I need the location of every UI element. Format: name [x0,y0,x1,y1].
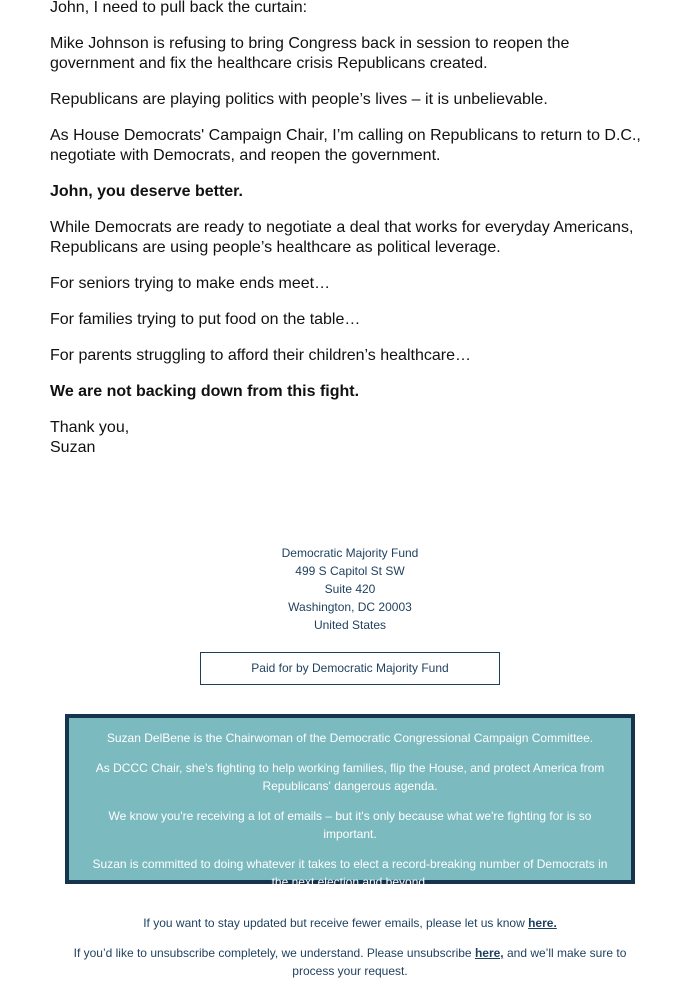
unsubscribe-section [0,914,700,980]
paid-for-disclaimer: Paid for by Democratic Majority Fund [200,652,500,685]
fewer-emails-line [0,914,700,932]
body-paragraph: As House Democrats' Campaign Chair, I’m calling on Republicans to return to D.C., negotiate with Democrats, and reopen the government. [50,127,641,164]
fewer-emails-text: If you want to stay updated but receive fewer emails, please let us know [143,916,529,930]
email-body [50,0,650,458]
bio-paragraph: Suzan is committed to doing whatever it takes to elect a record-breaking number of Democrats in the next election and beyond. [92,857,608,889]
bold-paragraph: John, you deserve better. [50,183,243,200]
bio-box [65,714,635,889]
footer-address [0,544,700,634]
country: United States [313,618,387,632]
bio-paragraph: Suzan DelBene is the Chairwoman of the Democratic Congressional Campaign Committee. [106,731,594,745]
bio-paragraph: We know you're receiving a lot of emails – but it's only because what we're fighting for is so important. [108,809,592,841]
intro-paragraph: John, I need to pull back the curtain: [50,0,308,16]
body-paragraph: Republicans are playing politics with people’s lives – it is unbelievable. [50,91,548,108]
unsubscribe-text: If you’d like to unsubscribe completely, we understand. Please unsubscribe [73,946,475,960]
signoff-block [50,418,650,458]
unsubscribe-link[interactable]: here, [474,946,504,960]
body-paragraph: For parents struggling to afford their children’s healthcare… [50,347,471,364]
bold-paragraph: We are not backing down from this fight. [50,383,360,400]
signoff: Thank you, [50,419,130,436]
body-paragraph: For seniors trying to make ends meet… [50,275,331,292]
body-paragraph: While Democrats are ready to negotiate a deal that works for everyday Americans, Republicans are using people’s healthcare as political leverage. [50,219,634,256]
body-paragraph: For families trying to put food on the table… [50,311,361,328]
unsubscribe-text-after: and we’ll make sure to process your request. [292,946,627,978]
bio-paragraph: As DCCC Chair, she's fighting to help working families, flip the House, and protect America from Republicans' dangerous agenda. [95,761,605,793]
signature: Suzan [50,439,96,456]
fewer-emails-link[interactable]: here. [528,916,557,930]
org-name: Democratic Majority Fund [281,546,419,560]
city-state-zip: Washington, DC 20003 [288,600,412,614]
unsubscribe-line [60,944,640,980]
suite: Suite 420 [324,582,376,596]
body-paragraph: Mike Johnson is refusing to bring Congress back in session to reopen the government and fix the healthcare crisis Republicans created. [50,35,570,72]
street-address: 499 S Capitol St SW [295,564,405,578]
